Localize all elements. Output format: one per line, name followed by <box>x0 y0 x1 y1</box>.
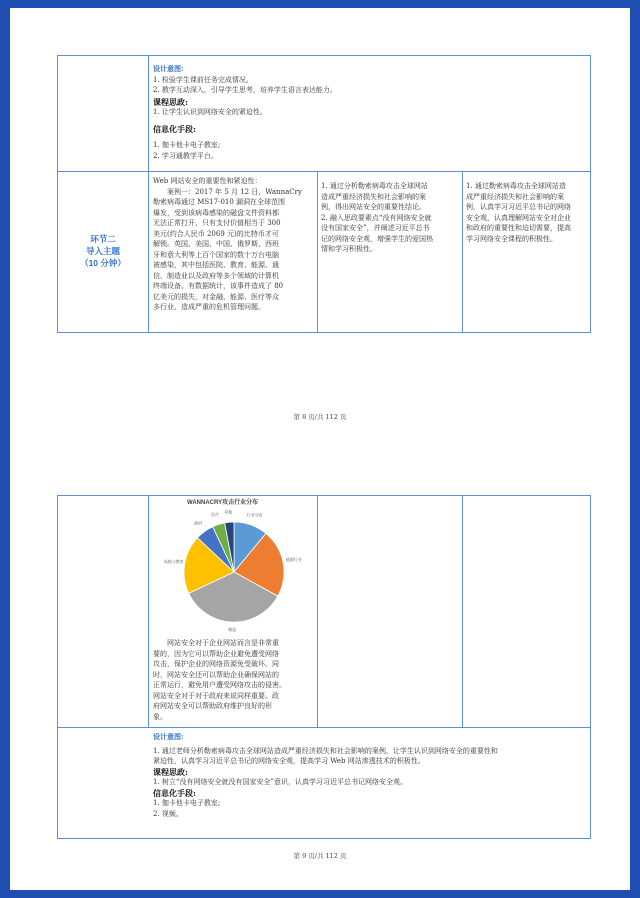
student-activity-text <box>466 181 588 244</box>
text-line: 例，得出网站安全的重要性结论。 <box>321 203 426 211</box>
text-line: 造成严重经济损失和社会影响的案 <box>321 192 426 201</box>
column-divider <box>317 496 318 728</box>
slice-label: 行业分布 <box>246 512 263 518</box>
info-line: 1. 伽卡他卡电子教室; <box>153 141 221 149</box>
text-line: 成严重经济损失和社会影响的案 <box>466 192 564 201</box>
design-intent-line: 1. 检验学生课前任务完成情况。 <box>153 75 253 84</box>
column-divider <box>462 171 463 332</box>
text-line: 勒索病毒通过 MS17-010 漏洞在全球范围 <box>153 198 286 206</box>
row-divider <box>58 727 590 728</box>
page-number: 第 9 页/共 112 页 <box>293 852 347 860</box>
design-intent-line: 1. 通过老师分析勒索病毒攻击全球网站造成严重经济损失和社会影响的案例，让学生认识到网络安全的重要性和 <box>153 746 498 755</box>
design-intent-block <box>153 64 573 161</box>
stage-duration: （10 分钟） <box>80 258 126 268</box>
text-line: 象。 <box>153 712 167 721</box>
text-line: 例，认真学习习近平总书记的网络 <box>466 203 571 211</box>
design-intent-title: 设计意图: <box>153 64 184 73</box>
text-line: Web 网站安全的重要性和紧迫性： <box>153 177 262 185</box>
stage-title: 导入主题 <box>85 246 120 256</box>
document-page <box>10 8 630 890</box>
text-line: 亿美元的损失，对金融、能源、医疗等众 <box>153 292 279 301</box>
text-line: 安全观，认真理解网站安全对企业 <box>466 213 571 222</box>
stage-label <box>58 233 148 269</box>
text-line: 时，网站安全还可以帮助企业确保网站的 <box>153 670 279 679</box>
stage-number: 环节二 <box>90 234 116 244</box>
text-line: 没有国家安全”，并阐述习近平总书 <box>321 224 430 232</box>
text-line: 府网站安全可以帮助政府维护良好的形 <box>153 702 272 710</box>
ideology-line: 1. 树立“没有网络安全就没有国家安全”意识，认真学习习近平总书记网络安全观。 <box>153 778 408 786</box>
text-line: 网站安全对于企业网站而言是非常重 <box>167 639 279 647</box>
column-divider <box>317 171 318 332</box>
text-line: 解锁。英国、美国、中国、俄罗斯、西班 <box>153 240 279 248</box>
text-line: 1. 通过分析勒索病毒攻击全球网站 <box>321 182 428 190</box>
text-line: 终端设备。有数据统计，该事件造成了 80 <box>153 282 284 290</box>
info-title: 信息化手段: <box>153 787 196 798</box>
content-text <box>153 638 315 722</box>
row-divider <box>58 171 590 172</box>
page-number: 第 8 页/共 112 页 <box>293 413 347 421</box>
design-intent-block <box>153 732 587 819</box>
text-line: 1. 通过勒索病毒攻击全球网站造 <box>466 182 566 190</box>
column-divider <box>462 496 463 728</box>
chart-title: WANNACRY攻击行业分布 <box>187 500 259 506</box>
text-line: 学习网络安全课程的积极性。 <box>466 234 557 243</box>
text-line: 和政府的重要性和迫切需要，提高 <box>466 224 571 232</box>
content-text <box>153 176 315 313</box>
design-intent-title: 设计意图: <box>153 732 184 741</box>
slice-label: 高校与教育 <box>163 558 184 564</box>
slice-label: 医疗 <box>211 511 220 517</box>
text-line: 信、制造业以及政府等多个领域的计算机 <box>153 271 279 280</box>
info-title: 信息化手段: <box>153 123 196 134</box>
info-line: 2. 学习通教学平台。 <box>153 151 218 160</box>
lesson-table-page9 <box>57 495 591 839</box>
design-intent-line: 紧迫性，认真学习习近平总书记的网络安全观，提高学习 Web 网站渗透技术的积极性。 <box>153 757 425 765</box>
design-intent-line: 2. 教学互动深入，引导学生思考，培养学生语言表达能力。 <box>153 86 337 94</box>
text-line: 记的网络安全观，增强学生的爱国热 <box>321 234 433 243</box>
text-line: 多行业，造成严重的危机管理问题。 <box>153 303 265 311</box>
column-divider <box>148 56 149 332</box>
text-line: 案例一：2017 年 5 月 12 日，WannaCry <box>167 187 302 196</box>
ideology-title: 课程思政: <box>153 766 188 777</box>
text-line: 牙和意大利等上百个国家的数十万台电脑 <box>153 250 279 259</box>
text-line: 2. 融入思政要素点“没有网络安全就 <box>321 213 432 222</box>
ideology-line: 1. 让学生认识到网络安全的紧迫性。 <box>153 108 267 116</box>
lesson-table-page8 <box>57 55 591 333</box>
teacher-activity-text <box>321 181 461 255</box>
slice-label: 能源行业 <box>285 556 302 562</box>
text-line: 情和学习积极性。 <box>321 245 377 253</box>
text-line: 网站安全对于对于政府来说同样重要。政 <box>153 691 279 700</box>
text-line: 被感染，其中包括医院、教育、能源、通 <box>153 261 279 269</box>
ideology-title: 课程思政: <box>153 96 188 107</box>
slice-label: 其他 <box>224 509 233 515</box>
slice-label: 制造 <box>228 626 237 632</box>
slice-label: 政府 <box>194 520 203 526</box>
pie-chart <box>154 506 314 634</box>
column-divider <box>148 496 149 728</box>
info-line: 1. 伽卡他卡电子教室; <box>153 799 221 807</box>
text-line: 正常运行，避免用户遭受网络攻击的侵害。 <box>153 681 286 689</box>
info-line: 2. 视频。 <box>153 809 183 818</box>
text-line: 美元(约合人民币 2069 元)的比特币才可 <box>153 229 279 238</box>
text-line: 攻击，保护企业的网络资源免受破坏。同 <box>153 660 279 668</box>
text-line: 要的，因为它可以帮助企业避免遭受网络 <box>153 649 279 658</box>
text-line: 无法正常打开，只有支付价值相当于 300 <box>153 219 281 227</box>
text-line: 爆发，受到该病毒感染的磁盘文件资料都 <box>153 208 279 217</box>
